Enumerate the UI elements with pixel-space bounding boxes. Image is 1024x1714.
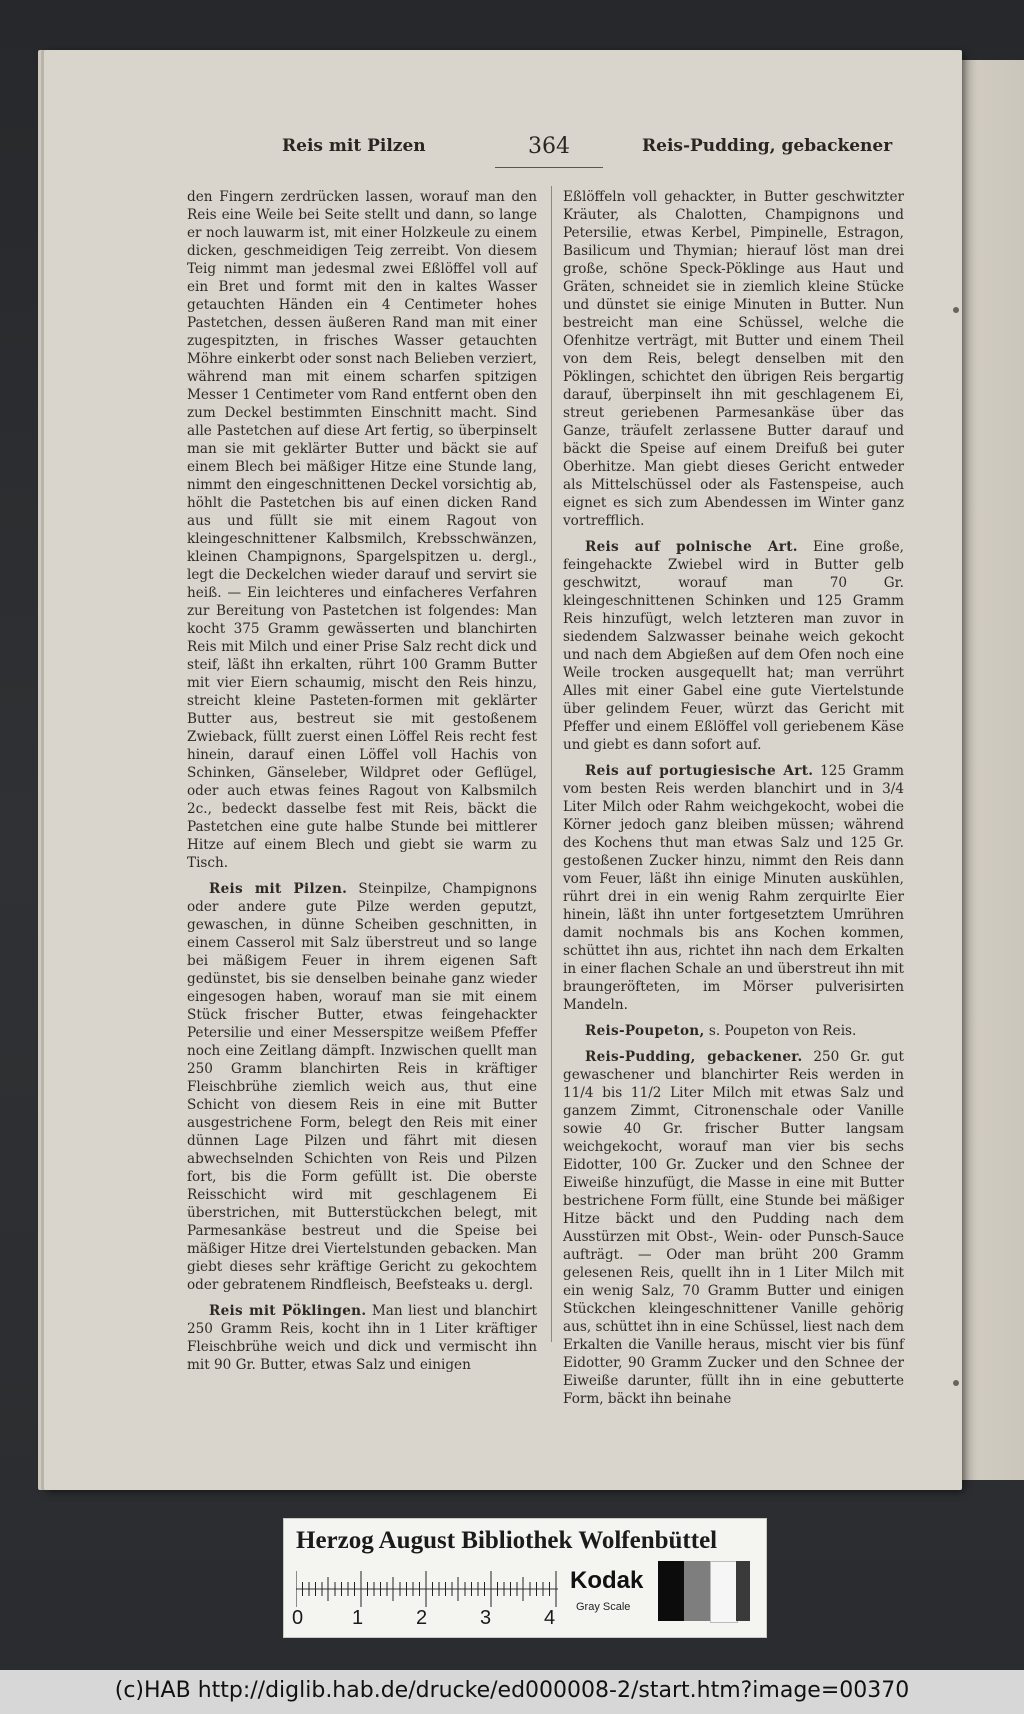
recipe-title: Reis mit Pilzen. [209,881,348,897]
recipe-title: Reis-Pudding, gebackener. [585,1049,803,1065]
ruler-numbers [292,1607,572,1631]
copyright-url: (c)HAB http://diglib.hab.de/drucke/ed000008-2/start.htm?image=00370 [114,1678,910,1703]
page-number: 364 [528,134,570,159]
recipe-paragraph [563,538,904,754]
header-rule [495,167,603,168]
recipe-title: Reis mit Pöklingen. [209,1303,367,1319]
running-head-left: Reis mit Pilzen [282,136,426,156]
kodak-logo-text: Kodak [570,1567,644,1594]
gray-swatch-white [710,1561,738,1623]
recipe-text: s. Poupeton von Reis. [708,1023,857,1039]
recipe-paragraph [563,188,904,530]
right-column [563,188,904,1416]
recipe-text: den Fingern zerdrücken lassen, worauf man den Reis eine Weile bei Seite stellt und dann, so lange er noch lauwarm ist, mit einer Holzkeule zu einem dicken, geschmeidigen Teig zerreibt. Von diesem Teig nimmt man jedesmal zwei Eßlöffel voll auf ein Bret und formt mit den in kaltes Wasser getauchten Händen ein 4 Centimeter hohes Pastetchen, dessen äußeren Rand man mit einer zugespitzten, in frisches Wasser getauchten Möhre einkerbt oder sonst nach Belieben verziert, während man mit einem scharfen spitzigen Messer 1 Centimeter vom Rand entfernt oben den zum Deckel bestimmten Einschnitt macht. Sind alle Pastetchen auf diese Art fertig, so überpinselt man sie mit geklärter Butter und bäckt sie auf einem Blech bei mäßiger Hitze eine Stunde lang, nimmt den eingeschnittenen Deckel vorsichtig ab, höhlt die Pastetchen bis auf einen dicken Rand aus und füllt sie mit einem Ragout von kleingeschnittener Kalbsmilch, Krebsschwänzen, kleinen Champignons, Spargelspitzen u. dergl., legt die Deckelchen wieder darauf und servirt sie heiß. — Ein leichteres und einfacheres Verfahren zur Bereitung von Pastetchen ist folgendes: Man kocht 375 Gramm gewässerten und blanchirten Reis mit Milch und einer Prise Salz recht dick und steif, läßt ihn erkalten, rührt 100 Gramm Butter mit vier Eiern schaumig, mischt den Reis hinzu, streicht kleine Pasteten-formen mit geklärter Butter aus, bestreut sie mit gestoßenem Zwieback, füllt zuerst einen Löffel Reis recht fest hinein, darauf einen Löffel voll Hachis von Schinken, Gänseleber, Wildpret oder Geflügel, oder auch etwas feines Ragout von Kalbsmilch 2c., bedeckt dasselbe fest mit Reis, bäckt die Pastetchen eine gute halbe Stunde bei mittlerer Hitze auf einem Blech und giebt sie warm zu Tisch. [187,189,537,871]
library-name: Herzog August Bibliothek Wolfenbüttel [296,1527,718,1554]
ruler-number: 1 [352,1607,364,1629]
recipe-text: 125 Gramm vom besten Reis werden blanchirt und in 3/4 Liter Milch oder Rahm weichgekocht, wobei die Körner jedoch ganz bleiben müssen; während des Kochens thut man etwas Salz und 125 Gr. gestoßenen Zucker hinzu, nimmt den Reis dann vom Feuer, läßt ihn einige Minuten auskühlen, rührt drei in ein wenig Rahm zerquirlte Eier hinein, läßt ihn unter fortgesetztem Umrühren damit nochmals bis ans Kochen kommen, schüttet ihn aus, richtet ihn nach dem Erkalten in einer flachen Schale an und überstreut ihn mit braungeröfteten, im Mörser pulverisirten Mandeln. [563,763,904,1013]
recipe-paragraph [187,188,537,872]
gray-swatch-black [658,1561,684,1621]
recipe-text: Man liest und blanchirt 250 Gramm Reis, kocht ihn in 1 Liter kräftiger Fleischbrühe weich und dick und vermischt ihn mit 90 Gr. Butter, etwas Salz und einigen [187,1303,537,1373]
recipe-paragraph [563,762,904,1014]
recipe-text: Eine große, feingehackte Zwiebel wird in Butter gelb geschwitzt, worauf man 70 Gr. kleingeschnittenen Schinken und 125 Gramm Reis hinzufügt, welch letzteren man zuvor in siedendem Salzwasser beinahe weich gekocht und nach dem Abgießen auf dem Ofen noch eine Weile trocken ausgequellt hat; man verrührt Alles mit einer Gabel eine gute Viertelstunde über gelindem Feuer, würzt das Gericht mit Pfeffer und einem Eßlöffel voll geriebenem Käse und giebt es dann sofort auf. [563,539,904,753]
ruler-number: 2 [416,1607,428,1629]
recipe-title: Reis auf portugiesische Art. [585,763,814,779]
recipe-text: Steinpilze, Champignons oder andere gute Pilze werden geputzt, gewaschen, in dünne Scheiben geschnitten, in einem Casserol mit Salz überstreut und so lange bei mäßigem Feuer in ihrem eigenen Saft gedünstet, bis sie denselben beinahe ganz wieder eingesogen haben, worauf man sie mit einem Stück frischer Butter, etwas feingehackter Petersilie und einer Messerspitze weißem Pfeffer noch eine Zeitlang dämpft. Inzwischen quellt man 250 Gramm blanchirten Reis in kräftiger Fleischbrühe ziemlich weich aus, thut eine Schicht von diesem Reis in eine mit Butter ausgestrichene Form, belegt den Reis mit einer dünnen Lage Pilzen und fährt mit diesen abwechselnden Schichten von Reis und Pilzen fort, bis die Form gefüllt ist. Die oberste Reisschicht wird mit geschlagenem Ei überstrichen, mit Butterstückchen belegt, mit Parmesankäse bestreut und die Speise bei mäßiger Hitze drei Viertelstunden gebacken. Man giebt dieses sehr kräftige Gericht zu gekochtem oder gebratenem Rindfleisch, Beefsteaks u. dergl. [187,881,537,1293]
color-calibration-card [283,1518,767,1638]
recipe-title: Reis auf polnische Art. [585,539,798,555]
ruler-number: 3 [480,1607,492,1629]
binding-hole [953,307,959,313]
binding-hole [953,1380,959,1386]
recipe-paragraph [187,1302,537,1374]
recipe-text: 250 Gr. gut gewaschener und blanchirter Reis werden in 11/4 bis 11/2 Liter Milch mit etwas Salz und ganzem Zimmt, Citronenschale oder Vanille sowie 40 Gr. frischer Butter langsam weichgekocht, worauf man vier bis sechs Eidotter, 100 Gr. Zucker und den Schnee der Eiweiße hinzufügt, die Masse in eine mit Butter bestrichene Form füllt, eine Stunde bei mäßiger Hitze bäckt und den Pudding nach dem Ausstürzen mit Obst-, Wein- oder Punsch-Sauce aufträgt. — Oder man brüht 200 Gramm gelesenen Reis, quellt ihn in 1 Liter Milch mit ein wenig Salz, 70 Gramm Butter und einigen Stückchen kleingeschnittener Vanille gehörig aus, schüttet ihn in eine Schüssel, liest nach dem Erkalten die Vanille heraus, mischt vier bis fünf Eidotter, 90 Gramm Zucker und den Schnee der Eiweiße darunter, füllt ihn in eine gebutterte Form, bäckt ihn beinahe [563,1049,904,1407]
kodak-label [564,1561,664,1631]
gray-swatch-dark [736,1561,750,1621]
recipe-text: Eßlöffeln voll gehackter, in Butter geschwitzter Kräuter, als Chalotten, Champignons und Petersilie, etwas Kerbel, Pimpinelle, Estragon, Basilicum und Thymian; hierauf löst man drei große, schöne Speck-Pöklinge aus Haut und Gräten, schneidet sie in ziemlich kleine Stücke und dünstet sie einige Minuten in Butter. Nun bestreicht man eine Schüssel, welche die Ofenhitze verträgt, mit Butter und einem Theil von dem Reis, belegt denselben mit den Pöklingen, schichtet den übrigen Reis bergartig darauf, überpinselt ihn mit geschlagenem Ei, streut geriebenen Parmesankäse über das Ganze, träufelt zerlassene Butter darauf und bäckt die Speise auf einem Dreifuß bei guter Oberhitze. Man giebt dieses Gericht entweder als Mittelschüssel oder als Fastenspeise, auch eignet es sich zum Abendessen im Winter ganz vortrefflich. [563,189,904,529]
ruler-scale [296,1569,566,1609]
gray-swatch-mid [684,1561,710,1621]
ruler-number: 4 [544,1607,556,1629]
running-head-right: Reis-Pudding, gebackener [642,136,893,156]
recipe-paragraph [563,1048,904,1408]
column-divider [551,186,552,1342]
footer-bar [0,1670,1024,1714]
left-column [187,188,537,1382]
recipe-paragraph [563,1022,904,1040]
recipe-paragraph [187,880,537,1294]
ruler-number: 0 [292,1607,304,1629]
recipe-title: Reis-Poupeton, [585,1023,705,1039]
next-page-edge [958,60,1024,1480]
gray-scale-label: Gray Scale [576,1601,631,1613]
